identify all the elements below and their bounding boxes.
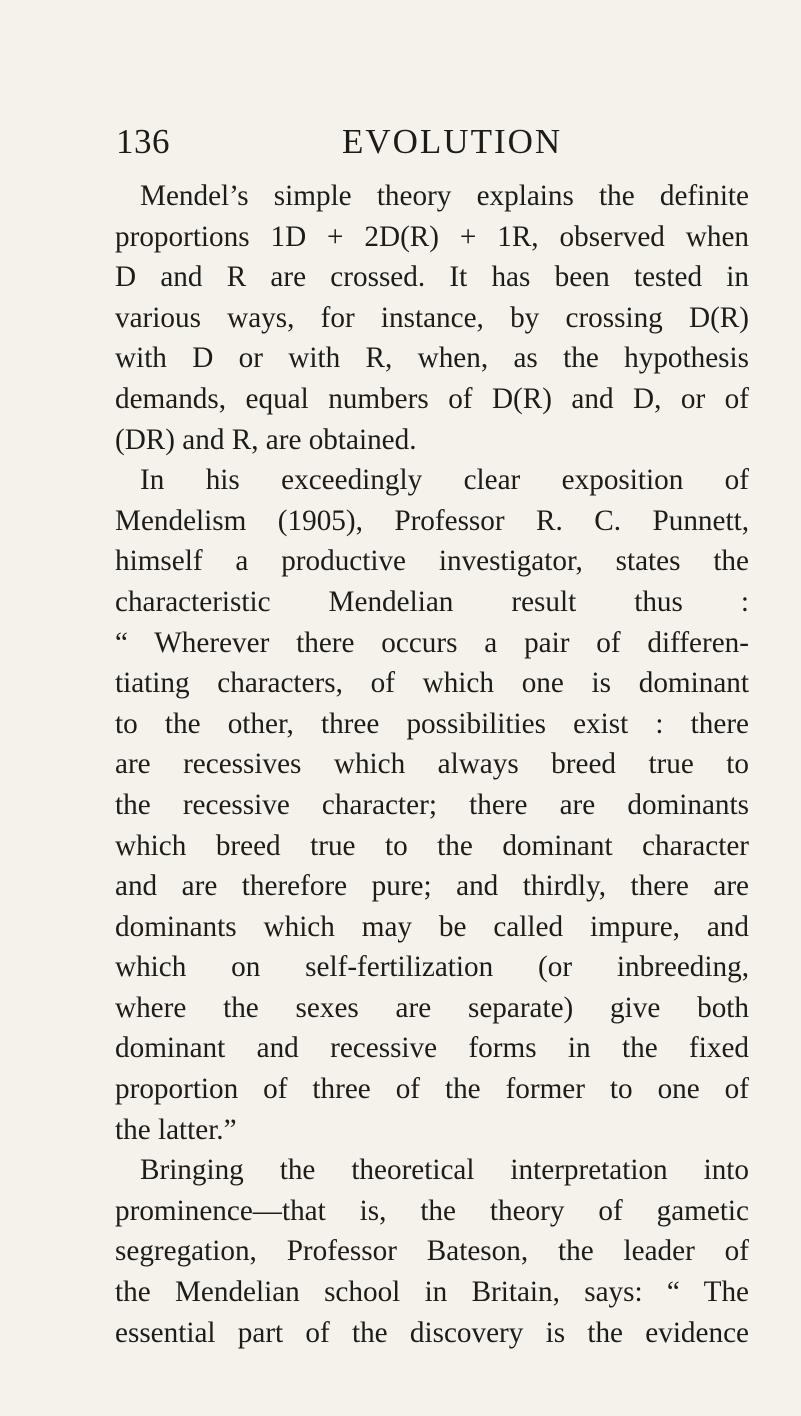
text-line: and are therefore pure; and thirdly, there are [115,870,749,903]
body-text [115,176,749,1353]
text-line: which breed true to the dominant character [115,829,749,862]
text-line: In his exceedingly clear exposition of [140,464,749,497]
running-head: EVOLUTION [342,122,563,161]
text-line: proportions 1D + 2D(R) + 1R, observed when [115,220,749,253]
text-line: Mendelism (1905), Professor R. C. Punnett, [115,504,749,537]
text-line: demands, equal numbers of D(R) and D, or of [115,382,749,415]
text-line: various ways, for instance, by crossing D(R) [115,301,749,334]
text-line: proportion of three of the former to one of [115,1073,749,1106]
text-line: to the other, three possibilities exist : there [115,707,749,740]
text-line: which on self-fertilization (or inbreeding, [115,951,749,984]
text-line: characteristic Mendelian result thus : [115,585,749,618]
text-line: the Mendelian school in Britain, says: “ The [115,1276,749,1309]
text-line: the recessive character; there are dominants [115,788,749,821]
text-line: “ Wherever there occurs a pair of differen- [115,626,749,659]
text-line: D and R are crossed. It has been tested in [115,261,749,294]
text-line: the latter.” [115,1113,237,1146]
text-line: Mendel’s simple theory explains the definite [140,180,749,212]
text-line: (DR) and R, are obtained. [115,423,417,456]
page-number: 136 [116,122,170,161]
text-line: essential part of the discovery is the evidence [115,1316,749,1349]
text-line: prominence—that is, the theory of gametic [115,1194,749,1227]
text-line: himself a productive investigator, states the [115,545,749,578]
text-line: dominant and recessive forms in the fixed [115,1032,749,1065]
text-line: Bringing the theoretical interpretation into [140,1154,749,1187]
text-line: with D or with R, when, as the hypothesis [115,342,749,375]
text-line: segregation, Professor Bateson, the leader of [115,1235,749,1268]
text-line: are recessives which always breed true to [115,748,749,781]
text-line: tiating characters, of which one is dominant [115,667,749,700]
text-line: dominants which may be called impure, and [115,910,749,943]
text-line: where the sexes are separate) give both [115,991,749,1024]
